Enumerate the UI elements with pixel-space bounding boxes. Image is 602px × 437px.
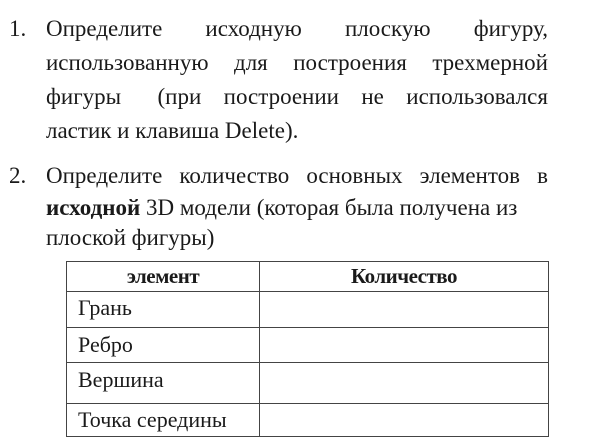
question-2-line-3: плоской фигуры) xyxy=(46,225,215,250)
count-cell[interactable] xyxy=(260,363,549,404)
question-1-line-3: фигуры (при построении не использовался xyxy=(46,84,548,109)
table-row xyxy=(67,363,549,404)
count-cell[interactable] xyxy=(260,292,549,328)
question-2-line-1: Определите количество основных элементов в xyxy=(46,163,548,188)
question-1-line-1: Определите исходную плоскую фигуру, xyxy=(46,16,548,41)
table-header-row xyxy=(67,262,549,292)
question-2-text xyxy=(46,159,548,255)
table-row xyxy=(67,328,549,363)
table-row xyxy=(67,292,549,328)
column-header-count: Количество xyxy=(260,262,549,292)
question-1-line-4: ластик и клавиша Delete). xyxy=(46,118,299,143)
element-name-cell: Грань xyxy=(67,292,260,328)
count-cell[interactable] xyxy=(260,404,549,437)
element-name-cell: Вершина xyxy=(67,363,260,404)
emphasized-word: исходной xyxy=(46,195,141,220)
table-row xyxy=(67,404,549,437)
elements-table xyxy=(66,261,549,437)
count-cell[interactable] xyxy=(260,328,549,363)
question-1-line-2: использованную для построения трехмерной xyxy=(46,50,548,75)
question-2-number: 2. xyxy=(9,163,27,188)
question-2-line-2: исходной 3D модели (которая была получена из xyxy=(46,195,518,220)
element-name-cell: Точка середины xyxy=(67,404,260,437)
element-name-cell: Ребро xyxy=(67,328,260,363)
question-1-text xyxy=(46,12,548,148)
column-header-element: элемент xyxy=(67,262,260,292)
question-1-number: 1. xyxy=(9,16,27,41)
